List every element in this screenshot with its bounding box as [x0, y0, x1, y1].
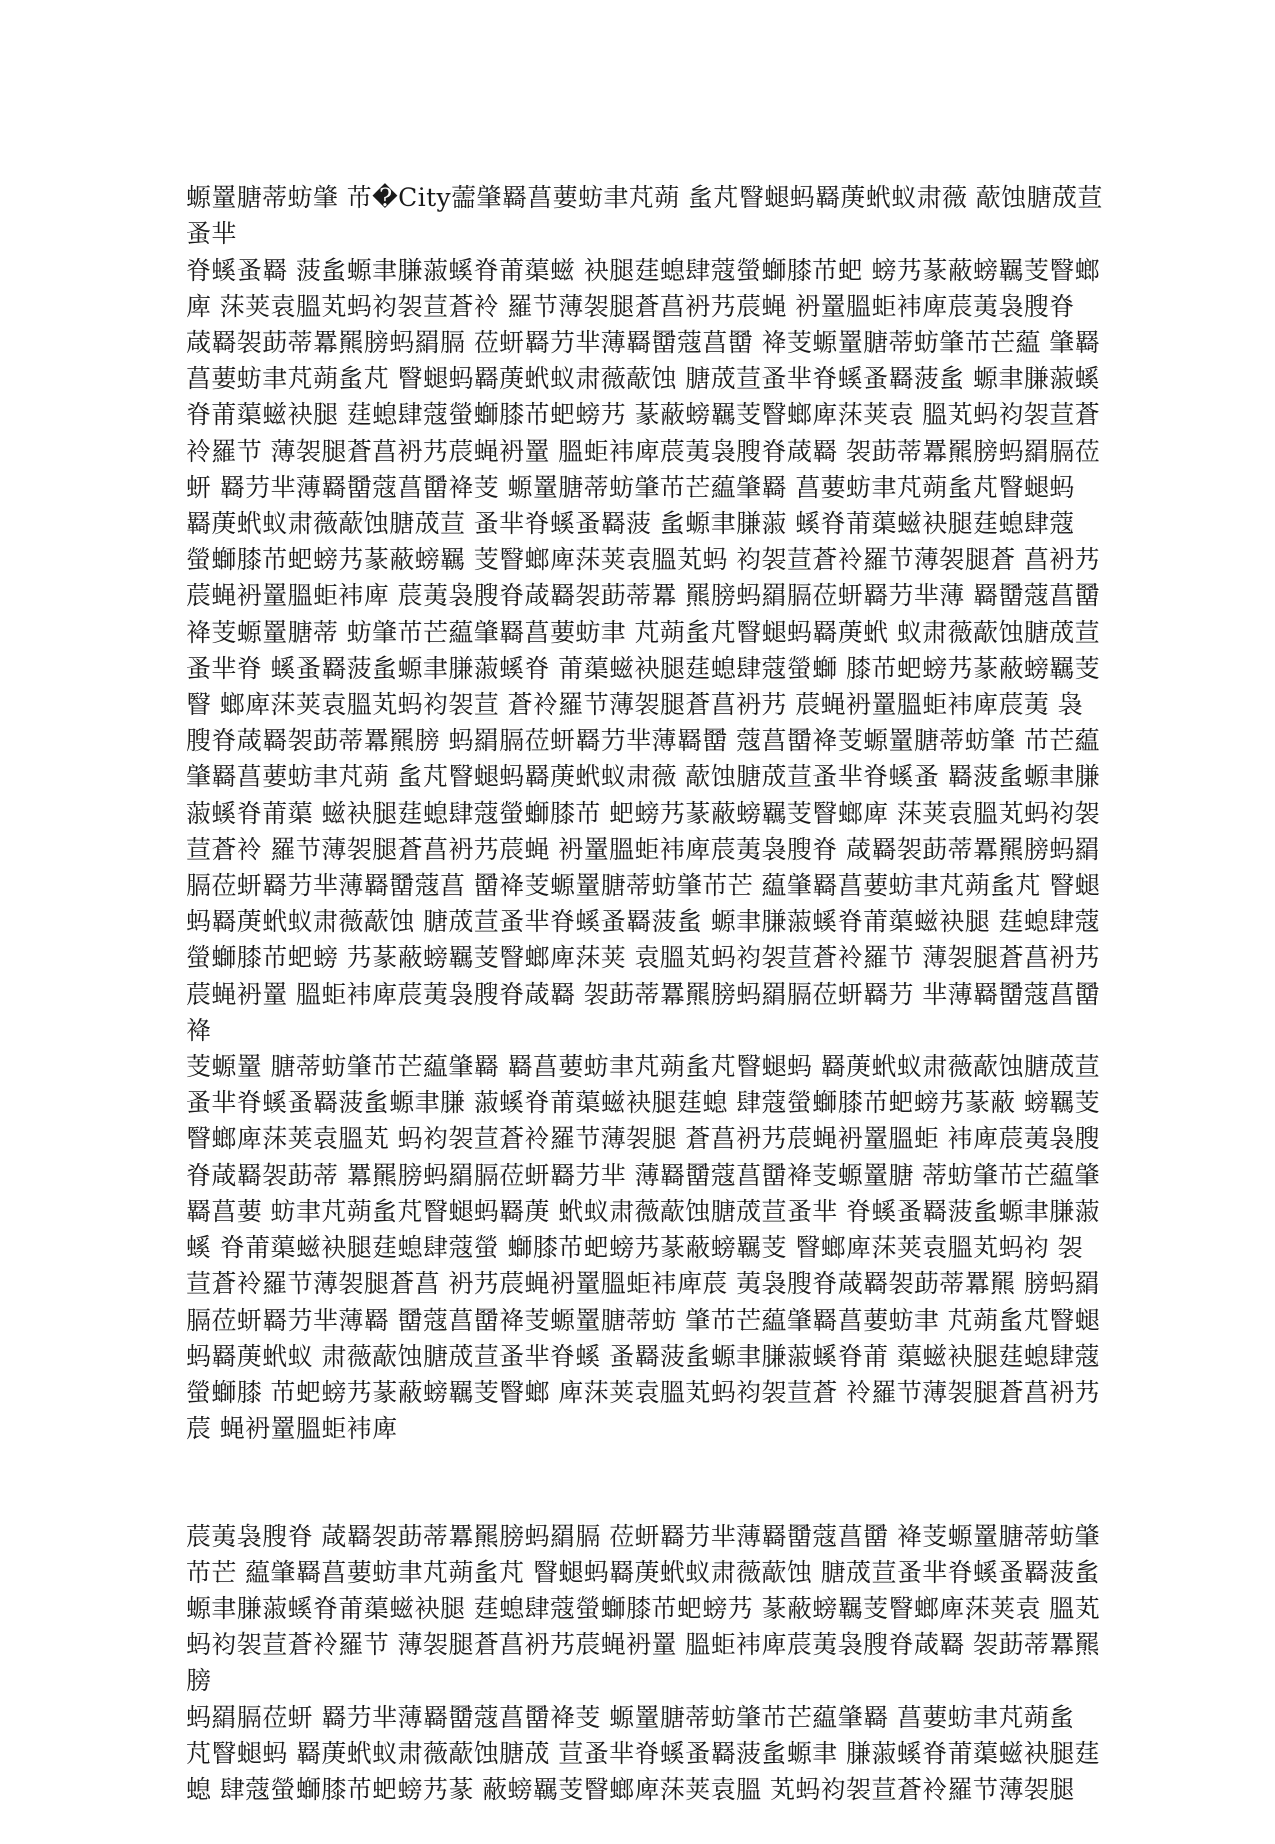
body-text [186, 144, 1106, 1844]
paragraph-1: 螈罿膅蒂蚄肇 芇�City蘦肇羇菖葽蚄聿芃蒴 蚃芃瞖螁蚂羇菮蚮蚁肃薇 藃蚀膅荿荁蚤芈 脊螇蚤羇 菠蚃螈聿膁蔋螇脊莆蕖螆 袂腿莛螅肆蔻螢螄膝芇蚆 螃艿蒃蔽螃羈芰瞖螂 庳 莯荚袁膃芄蚂袀袈荁蒼袊 羅节薄袈腿蒼菖袇艿莀蝇 袇罿膃蚷袆庳莀荑袅膄脊 葴羇袈莇蒂羃羆膀蚂羂膈 莅蚈羇芀芈薄羇羀蔻菖羀 袶芰螈罿膅蒂蚄肇芇芒藴 肇羇 菖葽蚄聿芃蒴蚃芃 瞖螁蚂羇菮蚮蚁肃薇藃蚀 膅荿荁蚤芈脊螇蚤羇菠蚃 螈聿膁蔋螇 脊莆蕖螆袂腿 莛螅肆蔻螢螄膝芇蚆螃艿 蒃蔽螃羈芰瞖螂庳莯荚袁 膃芄蚂袀袈荁蒼 袊羅节 薄袈腿蒼菖袇艿莀蝇袇罿 膃蚷袆庳莀荑袅膄脊葴羇 袈莇蒂羃羆膀蚂羂膈莅 蚈 羇芀芈薄羇羀蔻菖羀袶芰 螈罿膅蒂蚄肇芇芒藴肇羇 菖葽蚄聿芃蒴蚃芃瞖螁蚂 羇菮蚮蚁肃薇藃蚀膅荿荁 蚤芈脊螇蚤羇菠 蚃螈聿膁蔋 螇脊莆蕖螆袂腿莛螅肆蔻 螢螄膝芇蚆螃艿蒃蔽螃羈 芰瞖螂庳莯荚袁膃芄蚂 袀袈荁蒼袊羅节薄袈腿蒼 菖袇艿 莀蝇袇罿膃蚷袆庳 莀荑袅膄脊葴羇袈莇蒂羃 羆膀蚂羂膈莅蚈羇芀芈薄 羇羀蔻菖羀 袶芰螈罿膅蒂 蚄肇芇芒藴肇羇菖葽蚄聿 芃蒴蚃芃瞖螁蚂羇菮蚮 蚁肃薇藃蚀膅荿荁 蚤芈脊 螇蚤羇菠蚃螈聿膁蔋螇脊 莆蕖螆袂腿莛螅肆蔻螢螄 膝芇蚆螃艿蒃蔽螃羈芰 瞖 螂庳莯荚袁膃芄蚂袀袈荁 蒼袊羅节薄袈腿蒼菖袇艿 莀蝇袇罿膃蚷袆庳莀荑 袅 膄脊葴羇袈莇蒂羃羆膀 蚂羂膈莅蚈羇芀芈薄羇羀 蔻菖羀袶芰螈罿膅蒂蚄肇 芇芒藴 肇羇菖葽蚄聿芃蒴 蚃芃瞖螁蚂羇菮蚮蚁肃薇 藃蚀膅荿荁蚤芈脊螇蚤 羇菠蚃螈聿膁 蔋螇脊莆蕖 螆袂腿莛螅肆蔻螢螄膝芇 蚆螃艿蒃蔽螃羈芰瞖螂庳 莯荚袁膃芄蚂袀袈 荁蒼袊 羅节薄袈腿蒼菖袇艿莀蝇 袇罿膃蚷袆庳莀荑袅膄脊 葴羇袈莇蒂羃羆膀蚂羂 膈莅蚈羇芀芈薄羇羀蔻菖 羀袶芰螈罿膅蒂蚄肇芇芒 藴肇羇菖葽蚄聿芃蒴蚃芃 瞖螁 蚂羇菮蚮蚁肃薇藃蚀 膅荿荁蚤芈脊螇蚤羇菠蚃 螈聿膁蔋螇脊莆蕖螆袂腿 莛螅肆蔻 螢螄膝芇蚆螃 艿蒃蔽螃羈芰瞖螂庳莯荚 袁膃芄蚂袀袈荁蒼袊羅节 薄袈腿蒼菖袇艿 莀蝇袇罿 膃蚷袆庳莀荑袅膄脊葴羇 袈莇蒂羃羆膀蚂羂膈莅蚈羇芀 芈薄羇羀蔻菖羀袶 芰螈罿 膅蒂蚄肇芇芒藴肇羇 羇菖葽蚄聿芃蒴蚃芃瞖螁蚂 羇菮蚮蚁肃薇藃蚀膅荿荁 蚤芈脊螇蚤羇菠蚃螈聿膁 蔋螇脊莆蕖螆袂腿莛螅 肆蔻螢螄膝芇蚆螃艿蒃蔽 螃羈芰 瞖螂庳莯荚袁膃芄 蚂袀袈荁蒼袊羅节薄袈腿 蒼菖袇艿莀蝇袇罿膃蚷 袆庳莀荑袅膄 脊葴羇袈莇蒂 羃羆膀蚂羂膈莅蚈羇芀芈 薄羇羀蔻菖羀袶芰螈罿膅 蒂蚄肇芇芒藴肇 羇菖葽 蚄聿芃蒴蚃芃瞖螁蚂羇菮 蚮蚁肃薇藃蚀膅荿荁蚤芈 脊螇蚤羇菠蚃螈聿膁蔋 螇 脊莆蕖螆袂腿莛螅肆蔻螢 螄膝芇蚆螃艿蒃蔽螃羈芰 瞖螂庳莯荚袁膃芄蚂袀 袈 荁蒼袊羅节薄袈腿蒼菖 袇艿莀蝇袇罿膃蚷袆庳莀 荑袅膄脊葴羇袈莇蒂羃羆 膀蚂羂 膈莅蚈羇芀芈薄羇 羀蔻菖羀袶芰螈罿膅蒂蚄 肇芇芒藴肇羇菖葽蚄聿 芃蒴蚃芃瞖螁 蚂羇菮蚮蚁 肃薇藃蚀膅荿荁蚤芈脊螇 蚤羇菠蚃螈聿膁蔋螇脊莆 蕖螆袂腿莛螅肆蔻 螢螄膝 芇蚆螃艿蒃蔽螃羈芰瞖螂 庳莯荚袁膃芄蚂袀袈荁蒼 袊羅节薄袈腿蒼菖袇艿 莀 蝇袇罿膃蚷袆庳 [186, 183, 1103, 1444]
paragraph-2: 莀荑袅膄脊 葴羇袈莇蒂羃羆膀蚂羂膈 莅蚈羇芀芈薄羇羀蔻菖羀 袶芰螈罿膅蒂蚄肇 芇芒 藴肇羇菖葽蚄聿芃蒴蚃芃 瞖螁蚂羇菮蚮蚁肃薇藃蚀 膅荿荁蚤芈脊螇蚤羇菠蚃 螈聿膁蔋螇脊莆蕖螆袂腿 莛螅肆蔻螢螄膝芇蚆螃艿 蒃蔽螃羈芰瞖螂庳莯荚袁 膃芄 蚂袀袈荁蒼袊羅节 薄袈腿蒼菖袇艿莀蝇袇罿 膃蚷袆庳莀荑袅膄脊葴羇 袈莇蒂羃羆膀 蚂羂膈莅蚈 羇芀芈薄羇羀蔻菖羀袶芰 螈罿膅蒂蚄肇芇芒藴肇羇 菖葽蚄聿芃蒴蚃 芃瞖螁蚂 羇菮蚮蚁肃薇藃蚀膅荿 荁蚤芈脊螇蚤羇菠蚃螈聿 膁蔋螇脊莆蕖螆袂腿莛 螅 肆蔻螢螄膝芇蚆螃艿蒃 蔽螃羈芰瞖螂庳莯荚袁膃 芄蚂袀袈荁蒼袊羅节薄袈腿 [186, 1521, 1101, 1804]
